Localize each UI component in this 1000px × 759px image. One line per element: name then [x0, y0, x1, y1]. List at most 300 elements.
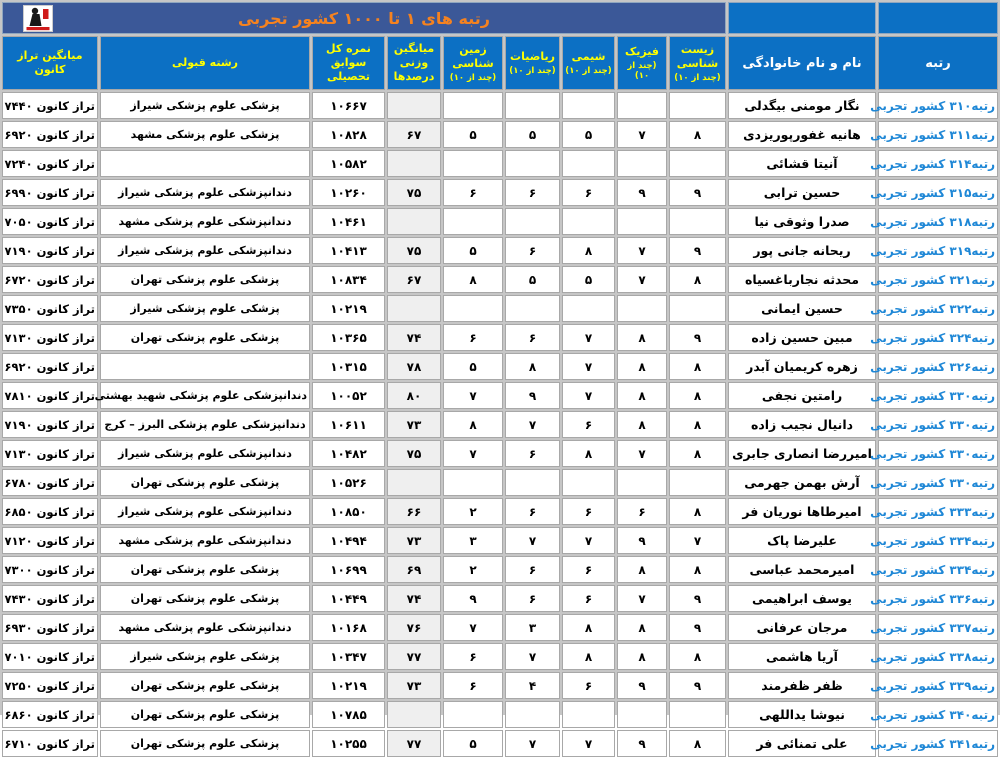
field-cell: دندانپزشکی علوم پزشکی مشهد	[100, 208, 310, 235]
score-geology-cell: ۵	[443, 353, 503, 380]
field-cell: پزشکی علوم پزشکی شیراز	[100, 295, 310, 322]
col-label: ریاضیات	[510, 49, 555, 63]
score-physics-cell: ۹	[617, 730, 667, 757]
kanoon-score-cell: تراز کانون ۷۳۰۰	[2, 556, 98, 583]
total-score-cell: ۱۰۷۸۵	[312, 701, 385, 728]
kanoon-score-cell: تراز کانون ۶۸۵۰	[2, 498, 98, 525]
col-header-weighted-average	[387, 36, 441, 90]
field-cell: دندانپزشکی علوم پزشکی شیراز	[100, 498, 310, 525]
name-cell: آریا هاشمی	[728, 643, 876, 670]
score-physics-cell: ۷	[617, 121, 667, 148]
total-score-cell: ۱۰۶۹۹	[312, 556, 385, 583]
score-math-cell: ۳	[505, 614, 560, 641]
field-cell	[100, 150, 310, 177]
score-chemistry-cell: ۵	[562, 121, 615, 148]
table-row	[2, 440, 998, 467]
table-row	[2, 295, 998, 322]
score-physics-cell: ۸	[617, 643, 667, 670]
weighted-average-cell: ۷۳	[387, 672, 441, 699]
field-cell: دندانپزشکی علوم پزشکی شهید بهشتی	[100, 382, 310, 409]
score-geology-cell: ۲	[443, 556, 503, 583]
score-chemistry-cell: ۶	[562, 585, 615, 612]
table-row	[2, 179, 998, 206]
score-physics-cell: ۸	[617, 353, 667, 380]
score-chemistry-cell	[562, 701, 615, 728]
col-header-name: نام و نام خانوادگی	[728, 36, 876, 90]
score-math-cell: ۷	[505, 411, 560, 438]
col-label: رشته قبولی	[172, 56, 238, 70]
table-row	[2, 208, 998, 235]
score-math-cell: ۸	[505, 353, 560, 380]
total-score-cell: ۱۰۸۲۸	[312, 121, 385, 148]
rank-cell: رتبه۳۴۱ کشور تجربی	[878, 730, 998, 757]
name-cell: یوسف ابراهیمی	[728, 585, 876, 612]
total-score-cell: ۱۰۲۱۹	[312, 295, 385, 322]
col-header-kanoon-average	[2, 36, 98, 90]
score-physics-cell	[617, 208, 667, 235]
title-row-rank-cell	[878, 2, 998, 34]
total-score-cell: ۱۰۶۶۷	[312, 92, 385, 119]
name-cell: نیوشا یداللهی	[728, 701, 876, 728]
score-math-cell	[505, 469, 560, 496]
kanoon-score-cell: تراز کانون ۷۱۹۰	[2, 411, 98, 438]
table-row	[2, 150, 998, 177]
field-cell: پزشکی علوم پزشکی تهران	[100, 701, 310, 728]
total-score-cell: ۱۰۴۴۹	[312, 585, 385, 612]
score-geology-cell	[443, 469, 503, 496]
kanoon-score-cell: تراز کانون ۷۴۴۰	[2, 92, 98, 119]
col-sublabel: (چند از ۱۰)	[627, 61, 657, 82]
score-biology-cell: ۹	[669, 179, 726, 206]
weighted-average-cell: ۷۴	[387, 324, 441, 351]
score-biology-cell	[669, 92, 726, 119]
field-cell: دندانپزشکی علوم پزشکی شیراز	[100, 237, 310, 264]
kanoon-logo-icon	[23, 5, 53, 32]
field-cell: دندانپزشکی علوم پزشکی شیراز	[100, 440, 310, 467]
score-physics-cell: ۹	[617, 527, 667, 554]
kanoon-score-cell: تراز کانون ۷۴۳۰	[2, 585, 98, 612]
col-header-total-score	[312, 36, 385, 90]
rank-cell: رتبه۳۳۰ کشور تجربی	[878, 411, 998, 438]
score-chemistry-cell	[562, 295, 615, 322]
col-label: زمین شناسی	[452, 42, 494, 70]
field-cell: پزشکی علوم پزشکی مشهد	[100, 121, 310, 148]
title-bar	[2, 2, 726, 34]
weighted-average-cell: ۶۹	[387, 556, 441, 583]
col-label: میانگین وزنی درصدها	[393, 42, 435, 83]
weighted-average-cell: ۶۷	[387, 121, 441, 148]
kanoon-score-cell: تراز کانون ۷۱۲۰	[2, 527, 98, 554]
score-biology-cell: ۸	[669, 730, 726, 757]
weighted-average-cell: ۷۵	[387, 179, 441, 206]
field-cell: پزشکی علوم پزشکی تهران	[100, 324, 310, 351]
rank-cell: رتبه۳۳۴ کشور تجربی	[878, 556, 998, 583]
col-header-physics	[617, 36, 667, 90]
weighted-average-cell: ۷۷	[387, 643, 441, 670]
rank-cell: رتبه۳۱۵ کشور تجربی	[878, 179, 998, 206]
score-physics-cell: ۸	[617, 382, 667, 409]
name-cell: ظفر ظفرمند	[728, 672, 876, 699]
total-score-cell: ۱۰۲۱۹	[312, 672, 385, 699]
kanoon-score-cell: تراز کانون ۷۱۹۰	[2, 237, 98, 264]
score-physics-cell: ۷	[617, 585, 667, 612]
weighted-average-cell	[387, 208, 441, 235]
score-physics-cell: ۷	[617, 266, 667, 293]
score-biology-cell: ۸	[669, 440, 726, 467]
rank-cell: رتبه۳۳۹ کشور تجربی	[878, 672, 998, 699]
score-math-cell: ۵	[505, 266, 560, 293]
name-cell: محدثه نجارباغسیاه	[728, 266, 876, 293]
score-math-cell	[505, 92, 560, 119]
score-biology-cell: ۸	[669, 121, 726, 148]
total-score-cell: ۱۰۶۱۱	[312, 411, 385, 438]
table-row	[2, 353, 998, 380]
score-math-cell	[505, 150, 560, 177]
rank-cell: رتبه۳۳۶ کشور تجربی	[878, 585, 998, 612]
score-biology-cell: ۷	[669, 527, 726, 554]
score-biology-cell: ۹	[669, 672, 726, 699]
name-cell: زهره کریمیان آبدر	[728, 353, 876, 380]
score-chemistry-cell: ۸	[562, 440, 615, 467]
score-chemistry-cell: ۸	[562, 643, 615, 670]
rank-cell: رتبه۳۲۱ کشور تجربی	[878, 266, 998, 293]
score-chemistry-cell: ۷	[562, 353, 615, 380]
score-physics-cell: ۸	[617, 614, 667, 641]
field-cell: دندانپزشکی علوم پزشکی مشهد	[100, 614, 310, 641]
page-title: رتبه های ۱ تا ۱۰۰۰ کشور تجربی	[237, 8, 490, 28]
field-cell: دندانپزشکی علوم پزشکی مشهد	[100, 527, 310, 554]
col-sublabel: (چند از ۱۰)	[509, 66, 556, 77]
total-score-cell: ۱۰۴۱۳	[312, 237, 385, 264]
rank-cell: رتبه۳۴۰ کشور تجربی	[878, 701, 998, 728]
table-row	[2, 498, 998, 525]
score-physics-cell: ۹	[617, 179, 667, 206]
score-chemistry-cell: ۶	[562, 179, 615, 206]
score-physics-cell: ۷	[617, 440, 667, 467]
score-physics-cell	[617, 701, 667, 728]
score-math-cell: ۶	[505, 498, 560, 525]
score-geology-cell	[443, 295, 503, 322]
score-math-cell: ۷	[505, 643, 560, 670]
score-chemistry-cell: ۵	[562, 266, 615, 293]
total-score-cell: ۱۰۳۱۵	[312, 353, 385, 380]
table-row	[2, 237, 998, 264]
total-score-cell: ۱۰۱۶۸	[312, 614, 385, 641]
weighted-average-cell	[387, 469, 441, 496]
rank-cell: رتبه۳۳۷ کشور تجربی	[878, 614, 998, 641]
table-body	[2, 92, 998, 757]
kanoon-score-cell: تراز کانون ۷۲۵۰	[2, 672, 98, 699]
col-header-rank: رتبه	[878, 36, 998, 90]
col-label: فیزیک	[625, 44, 659, 58]
weighted-average-cell: ۶۷	[387, 266, 441, 293]
field-cell: پزشکی علوم پزشکی تهران	[100, 672, 310, 699]
table-row	[2, 92, 998, 119]
total-score-cell: ۱۰۴۶۱	[312, 208, 385, 235]
rank-cell: رتبه۳۱۱ کشور تجربی	[878, 121, 998, 148]
score-chemistry-cell: ۶	[562, 498, 615, 525]
col-header-biology	[669, 36, 726, 90]
table-row	[2, 324, 998, 351]
score-chemistry-cell: ۷	[562, 527, 615, 554]
name-cell: مبین حسین زاده	[728, 324, 876, 351]
score-math-cell: ۵	[505, 121, 560, 148]
score-chemistry-cell	[562, 92, 615, 119]
name-cell: علی تمنائی فر	[728, 730, 876, 757]
score-geology-cell: ۵	[443, 730, 503, 757]
title-row	[2, 2, 998, 34]
score-geology-cell: ۶	[443, 324, 503, 351]
total-score-cell: ۱۰۲۶۰	[312, 179, 385, 206]
score-chemistry-cell: ۶	[562, 556, 615, 583]
total-score-cell: ۱۰۳۴۷	[312, 643, 385, 670]
score-biology-cell: ۸	[669, 498, 726, 525]
field-cell: دندانپزشکی علوم پزشکی البرز – کرج	[100, 411, 310, 438]
score-chemistry-cell	[562, 150, 615, 177]
kanoon-score-cell: تراز کانون ۶۹۲۰	[2, 121, 98, 148]
score-biology-cell	[669, 469, 726, 496]
name-cell: هانیه غفورپوریزدی	[728, 121, 876, 148]
score-math-cell: ۴	[505, 672, 560, 699]
weighted-average-cell: ۷۳	[387, 411, 441, 438]
table-row	[2, 730, 998, 757]
table-row	[2, 585, 998, 612]
score-geology-cell	[443, 92, 503, 119]
score-biology-cell: ۹	[669, 585, 726, 612]
kanoon-score-cell: تراز کانون ۶۸۶۰	[2, 701, 98, 728]
score-physics-cell	[617, 92, 667, 119]
name-cell: علیرضا پاک	[728, 527, 876, 554]
score-biology-cell: ۸	[669, 266, 726, 293]
total-score-cell: ۱۰۸۵۰	[312, 498, 385, 525]
weighted-average-cell	[387, 150, 441, 177]
weighted-average-cell: ۷۵	[387, 440, 441, 467]
total-score-cell: ۱۰۵۲۶	[312, 469, 385, 496]
score-math-cell: ۷	[505, 730, 560, 757]
kanoon-score-cell: تراز کانون ۷۳۵۰	[2, 295, 98, 322]
weighted-average-cell: ۷۷	[387, 730, 441, 757]
rank-cell: رتبه۳۳۴ کشور تجربی	[878, 527, 998, 554]
total-score-cell: ۱۰۳۶۵	[312, 324, 385, 351]
kanoon-score-cell: تراز کانون ۷۰۱۰	[2, 643, 98, 670]
total-score-cell: ۱۰۸۳۴	[312, 266, 385, 293]
score-chemistry-cell	[562, 469, 615, 496]
score-biology-cell: ۸	[669, 411, 726, 438]
kanoon-score-cell: تراز کانون ۷۱۳۰	[2, 440, 98, 467]
col-label: نمره کل سوابق تحصیلی	[326, 42, 371, 83]
col-label: میانگین تراز کانون	[17, 49, 83, 76]
table-row	[2, 266, 998, 293]
total-score-cell: ۱۰۴۹۴	[312, 527, 385, 554]
name-cell: امیررضا انصاری جابری	[728, 440, 876, 467]
rank-cell: رتبه۳۱۸ کشور تجربی	[878, 208, 998, 235]
weighted-average-cell	[387, 701, 441, 728]
kanoon-score-cell: تراز کانون ۶۷۲۰	[2, 266, 98, 293]
table-row	[2, 701, 998, 728]
name-cell: حسین ایمانی	[728, 295, 876, 322]
col-sublabel: (چند از ۱۰)	[449, 73, 497, 84]
name-cell: رامتین نجفی	[728, 382, 876, 409]
score-geology-cell: ۹	[443, 585, 503, 612]
score-physics-cell: ۶	[617, 498, 667, 525]
score-chemistry-cell: ۸	[562, 237, 615, 264]
name-cell: نگار مومنی بیگدلی	[728, 92, 876, 119]
score-biology-cell: ۸	[669, 382, 726, 409]
col-header-chemistry	[562, 36, 615, 90]
table-row	[2, 614, 998, 641]
name-cell: آنیتا قشائی	[728, 150, 876, 177]
score-physics-cell: ۸	[617, 324, 667, 351]
rank-cell: رتبه۳۱۰ کشور تجربی	[878, 92, 998, 119]
score-geology-cell: ۵	[443, 121, 503, 148]
field-cell: پزشکی علوم پزشکی تهران	[100, 469, 310, 496]
score-geology-cell	[443, 208, 503, 235]
score-physics-cell: ۸	[617, 411, 667, 438]
score-geology-cell: ۶	[443, 179, 503, 206]
field-cell: پزشکی علوم پزشکی شیراز	[100, 92, 310, 119]
score-chemistry-cell: ۶	[562, 672, 615, 699]
header-row	[2, 36, 998, 90]
score-math-cell: ۹	[505, 382, 560, 409]
score-chemistry-cell: ۶	[562, 411, 615, 438]
weighted-average-cell: ۷۸	[387, 353, 441, 380]
weighted-average-cell	[387, 295, 441, 322]
total-score-cell: ۱۰۰۵۲	[312, 382, 385, 409]
score-math-cell: ۶	[505, 556, 560, 583]
kanoon-score-cell: تراز کانون ۷۱۳۰	[2, 324, 98, 351]
field-cell	[100, 353, 310, 380]
col-header-field	[100, 36, 310, 90]
score-math-cell: ۷	[505, 527, 560, 554]
score-geology-cell: ۷	[443, 382, 503, 409]
score-physics-cell	[617, 295, 667, 322]
score-math-cell: ۶	[505, 324, 560, 351]
rank-cell: رتبه۳۲۶ کشور تجربی	[878, 353, 998, 380]
score-geology-cell: ۵	[443, 237, 503, 264]
score-chemistry-cell: ۸	[562, 614, 615, 641]
name-cell: امیرمحمد عباسی	[728, 556, 876, 583]
score-physics-cell	[617, 150, 667, 177]
table-row	[2, 556, 998, 583]
weighted-average-cell: ۷۴	[387, 585, 441, 612]
name-cell: دانیال نجیب زاده	[728, 411, 876, 438]
rank-cell: رتبه۳۱۹ کشور تجربی	[878, 237, 998, 264]
score-biology-cell: ۸	[669, 643, 726, 670]
field-cell: پزشکی علوم پزشکی شیراز	[100, 643, 310, 670]
score-math-cell	[505, 295, 560, 322]
table-row	[2, 411, 998, 438]
kanoon-score-cell: تراز کانون ۶۹۳۰	[2, 614, 98, 641]
score-geology-cell: ۸	[443, 266, 503, 293]
total-score-cell: ۱۰۲۵۵	[312, 730, 385, 757]
field-cell: پزشکی علوم پزشکی تهران	[100, 556, 310, 583]
field-cell: پزشکی علوم پزشکی تهران	[100, 266, 310, 293]
score-biology-cell: ۹	[669, 614, 726, 641]
title-row-name-cell	[728, 2, 876, 34]
rank-cell: رتبه۳۲۴ کشور تجربی	[878, 324, 998, 351]
score-geology-cell: ۲	[443, 498, 503, 525]
score-geology-cell	[443, 701, 503, 728]
score-geology-cell: ۷	[443, 614, 503, 641]
name-cell: صدرا وثوقی نیا	[728, 208, 876, 235]
field-cell: پزشکی علوم پزشکی تهران	[100, 730, 310, 757]
score-geology-cell: ۳	[443, 527, 503, 554]
score-math-cell: ۶	[505, 179, 560, 206]
total-score-cell: ۱۰۵۸۲	[312, 150, 385, 177]
score-math-cell: ۶	[505, 585, 560, 612]
rank-cell: رتبه۳۳۰ کشور تجربی	[878, 469, 998, 496]
score-chemistry-cell: ۷	[562, 730, 615, 757]
weighted-average-cell: ۷۳	[387, 527, 441, 554]
weighted-average-cell: ۷۵	[387, 237, 441, 264]
kanoon-score-cell: تراز کانون ۷۸۱۰	[2, 382, 98, 409]
score-physics-cell	[617, 469, 667, 496]
score-chemistry-cell: ۷	[562, 382, 615, 409]
weighted-average-cell: ۸۰	[387, 382, 441, 409]
score-biology-cell: ۹	[669, 324, 726, 351]
name-cell: مرجان عرفانی	[728, 614, 876, 641]
score-geology-cell	[443, 150, 503, 177]
table-row	[2, 469, 998, 496]
kanoon-score-cell: تراز کانون ۷۲۴۰	[2, 150, 98, 177]
score-geology-cell: ۶	[443, 672, 503, 699]
score-math-cell	[505, 208, 560, 235]
score-biology-cell	[669, 208, 726, 235]
score-biology-cell: ۹	[669, 237, 726, 264]
score-biology-cell: ۸	[669, 556, 726, 583]
weighted-average-cell: ۷۶	[387, 614, 441, 641]
name-cell: حسین ترابی	[728, 179, 876, 206]
kanoon-score-cell: تراز کانون ۶۷۱۰	[2, 730, 98, 757]
rank-cell: رتبه۳۳۰ کشور تجربی	[878, 382, 998, 409]
name-cell: آرش بهمن جهرمی	[728, 469, 876, 496]
col-header-math	[505, 36, 560, 90]
score-math-cell: ۶	[505, 440, 560, 467]
score-biology-cell	[669, 701, 726, 728]
kanoon-score-cell: تراز کانون ۷۰۵۰	[2, 208, 98, 235]
score-biology-cell	[669, 295, 726, 322]
table-row	[2, 382, 998, 409]
score-biology-cell	[669, 150, 726, 177]
score-physics-cell: ۸	[617, 556, 667, 583]
field-cell: پزشکی علوم پزشکی تهران	[100, 585, 310, 612]
col-header-geology	[443, 36, 503, 90]
total-score-cell: ۱۰۴۸۲	[312, 440, 385, 467]
score-geology-cell: ۶	[443, 643, 503, 670]
rank-cell: رتبه۳۳۰ کشور تجربی	[878, 440, 998, 467]
weighted-average-cell	[387, 92, 441, 119]
weighted-average-cell: ۶۶	[387, 498, 441, 525]
score-math-cell: ۶	[505, 237, 560, 264]
kanoon-score-cell: تراز کانون ۶۷۸۰	[2, 469, 98, 496]
kanoon-score-cell: تراز کانون ۶۹۲۰	[2, 353, 98, 380]
name-cell: امیرطاها نوریان فر	[728, 498, 876, 525]
field-cell: دندانپزشکی علوم پزشکی شیراز	[100, 179, 310, 206]
col-label: شیمی	[571, 49, 606, 63]
score-chemistry-cell: ۷	[562, 324, 615, 351]
table-row	[2, 672, 998, 699]
score-physics-cell: ۹	[617, 672, 667, 699]
rank-cell: رتبه۳۱۴ کشور تجربی	[878, 150, 998, 177]
table-row	[2, 121, 998, 148]
score-physics-cell: ۷	[617, 237, 667, 264]
rank-cell: رتبه۳۳۳ کشور تجربی	[878, 498, 998, 525]
score-math-cell	[505, 701, 560, 728]
table-row	[2, 527, 998, 554]
rank-cell: رتبه۳۲۲ کشور تجربی	[878, 295, 998, 322]
rank-cell: رتبه۳۳۸ کشور تجربی	[878, 643, 998, 670]
kanoon-score-cell: تراز کانون ۶۹۹۰	[2, 179, 98, 206]
